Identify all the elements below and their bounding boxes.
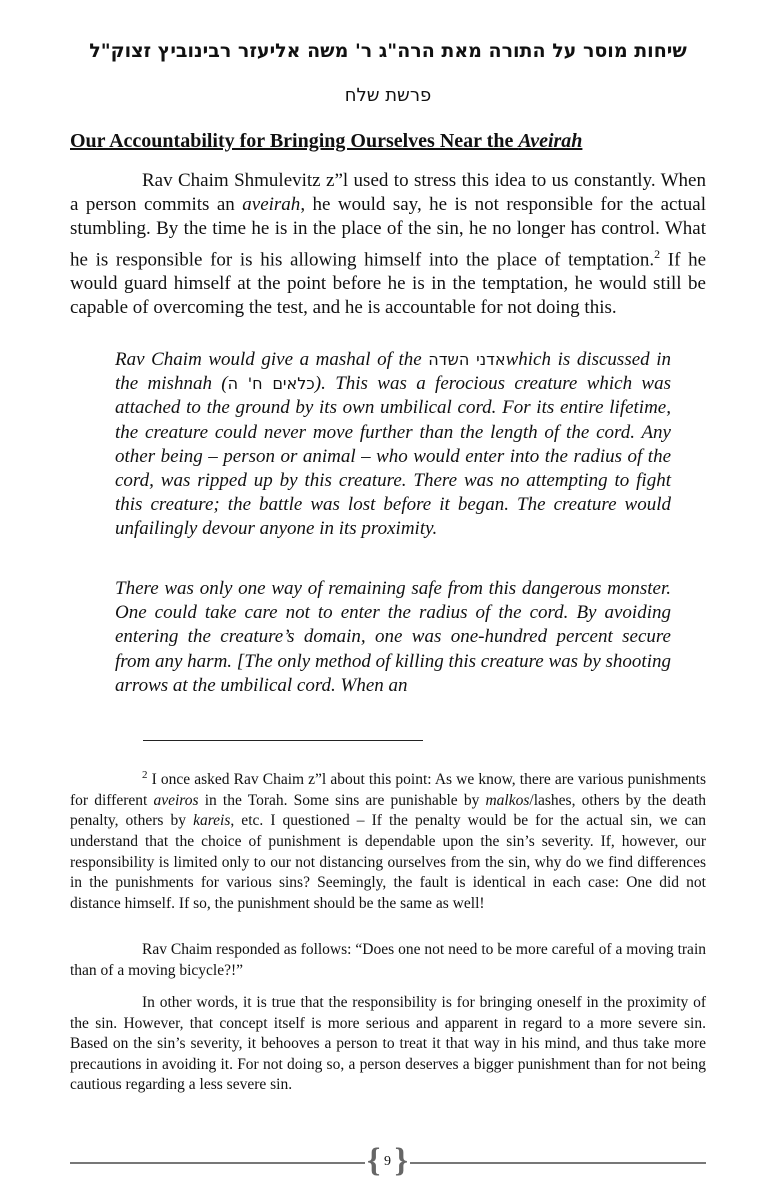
body-paragraph: [70, 169, 706, 321]
section-title-italic: Aveirah: [518, 130, 583, 152]
footnote-italic-aveiros: aveiros: [153, 791, 199, 809]
quote-text-1: Rav Chaim would give a mashal of the: [115, 349, 429, 370]
parsha-name: פרשת שלח: [344, 85, 432, 106]
footnote-text-2: in the Torah. Some sins are punishable by: [198, 791, 486, 809]
page-number: 9: [384, 1154, 391, 1169]
quote-text-2: which is discussed in the mishnah (: [115, 349, 671, 395]
section-title: [70, 130, 582, 153]
footnote-italic-malkos: malkos: [485, 791, 530, 809]
body-text-3: If he would guard himself at the point before he is in the temptation, he would still be capable of overcoming the test, and he is accountable for not doing this.: [70, 248, 706, 319]
footer-rule-left: [70, 1162, 365, 1164]
footnote-text-6: In other words, it is true that the responsibility is for bringing oneself in the proximity of the sin. However, that concept itself is more serious and apparent in regard to a more severe sin. Based on the sin’s severity, it behooves a person to treat it that way in his mind, and thus take more precautions in avoiding it. For not doing so, a person deserves a bigger punishment than for not being cautious regarding a less severe sin.: [70, 994, 706, 1094]
quote-text-3: ). This was a ferocious creature which was attached to the ground by its own umbilical cord. For its entire lifetime, the creature could never move further than the length of the cord. Any other being – person or animal – who would enter into the radius of the cord, was ripped up by this creature. There was no attempting to fight this creature; the battle was lost before it began. The creature would unfailingly devour anyone in its proximity.: [115, 373, 672, 540]
hebrew-running-header: שיחות מוסר על התורה מאת הרה"ג ר' משה אליעזר רבינוביץ זצוק"ל: [89, 40, 687, 62]
hebrew-inline-citation: כלאים ח' ה: [227, 374, 315, 394]
section-title-text: Our Accountability for Bringing Ourselves Near the: [70, 130, 519, 152]
footnote-reference[interactable]: 2: [654, 246, 661, 261]
left-brace-ornament: {: [367, 1142, 381, 1179]
block-quote-1: [115, 348, 671, 542]
right-brace-ornament: }: [394, 1142, 408, 1179]
footnote-paragraph-1: [70, 765, 706, 914]
footnote-text-5: Rav Chaim responded as follows: “Does one not need to be more careful of a moving train than of a moving bicycle?!”: [70, 941, 706, 979]
hebrew-inline-term: אדני השדה: [428, 350, 506, 369]
footnote-paragraph-2: [70, 940, 706, 981]
block-quote-2: There was only one way of remaining safe from this dangerous monster. One could take care not to enter the radius of the cord. By avoiding entering the creature’s domain, one was one-hundred percent secure from any harm. [The only method of killing this creature was by shooting arrows at the umbilical cord. When an: [115, 578, 671, 696]
footnote-paragraph-3: [70, 993, 706, 1096]
body-text-2: , he would say, he is not responsible for the actual stumbling. By the time he is in the place of the sin, he no longer has control. What he is responsible for is his allowing himself into the place of temptation.: [70, 194, 706, 270]
footnote-separator: [143, 740, 423, 741]
body-italic-aveirah: aveirah: [242, 194, 301, 216]
footnote-marker: 2: [142, 769, 148, 781]
page-number-box: [365, 1143, 410, 1181]
body-text-1: Rav Chaim Shmulevitz z”l used to stress this idea to us constantly. When a person commits an: [70, 170, 706, 216]
footnote-text-1: I once asked Rav Chaim z”l about this point: As we know, there are various punishments for different: [70, 771, 706, 809]
footnote-text-4: , etc. I questioned – If the penalty would be for the actual sin, we can understand that the choice of punishment is dependable upon the sin’s severity. If, however, our responsibility is limited only to our not distancing ourselves from the sin, why do we find differences in the punishments for various sins? Seemingly, the fault is identical in each case: One did not distance himself. If so, the punishment should be the same as well!: [70, 812, 706, 912]
footer-rule-right: [410, 1162, 706, 1164]
footnote-italic-kareis: kareis: [193, 812, 231, 830]
footnote-text-3: /lashes, others by the death penalty, others by: [70, 791, 706, 830]
